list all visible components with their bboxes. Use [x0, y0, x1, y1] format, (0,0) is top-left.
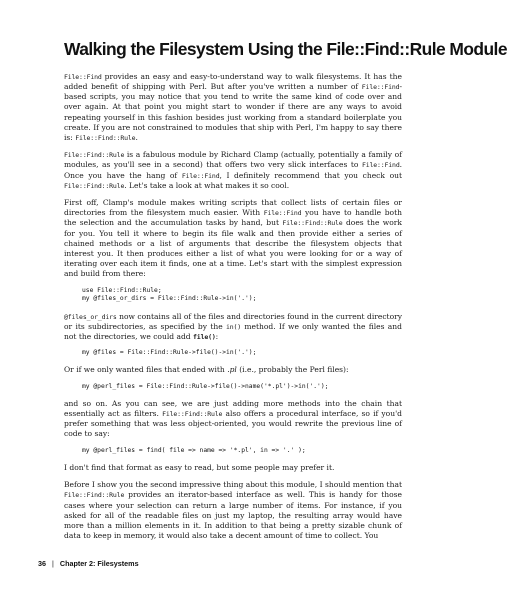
chapter-title: Chapter 2: Filesystems — [59, 559, 139, 568]
inline-code: File::Find::Rule — [282, 219, 343, 228]
paragraph-1: File::Find provides an easy and easy-to-understand way to walk filesystems. It has the added benefit of shipping with Perl. But after you've written a number of File::Find-based scripts, you may notice that you tend to write the same kind of code over and over again. At that point you might start to wonder if there are any ways to avoid repeating yourself in this fashion besides just working from a standard boilerplate you create. If you are not constrained to modules that ship with Perl, I'm happy to say there is: File::Find::Rule. — [64, 72, 402, 142]
paragraph-2: File::Find::Rule is a fabulous module by Richard Clamp (actually, potentially a family of modules, as you'll see in a second) that offers two very slick interfaces to File::Find. Once you have the hang of File::Find, I definitely recommend that you check out File::Find::Rule. Let's take a look at what makes it so cool. — [64, 150, 403, 190]
paragraph-6: and so on. As you can see, we are just adding more methods into the chain that essentially act as filters. File::Find::Rule also offers a procedural interface, so if you'd prefer something that was less object-oriented, you would rewrite the previous line of code to say: — [64, 398, 402, 439]
paragraph-4: @files_or_dirs now contains all of the files and directories found in the current directory or its subdirectories, as specified by the in() method. If we only wanted the files and not the directories, we could add file(): — [64, 311, 402, 341]
inline-code: File::Find — [181, 171, 220, 180]
inline-code: File::Find::Rule — [64, 181, 125, 190]
inline-code: File::Find — [64, 73, 102, 81]
section-heading: Walking the Filesystem Using the File::Find::Rule Module — [64, 39, 507, 59]
inline-code: File::Find — [263, 209, 302, 218]
inline-code: File::Find — [361, 83, 400, 92]
paragraph-7: I don't find that format as easy to read, but some people may prefer it. — [64, 462, 335, 472]
code-example-3: my @perl_files = File::Find::Rule->file()->name('*.pl')->in('.'); — [82, 382, 329, 390]
italic-text: .pl — [227, 365, 237, 375]
code-example-4: my @perl_files = find( file => name => '*.pl', in => '.' ); — [82, 446, 306, 454]
paragraph-3: First off, Clamp's module makes writing scripts that collect lists of certain files or directories from the filesystem much easier. With File::Find you have to handle both the selection and the accumulation tasks by hand, but File::Find::Rule does the work for you. You tell it where to begin its file walk and then provide either a series of chained methods or a list of arguments that describe the filesystem objects that interest you. It then produces either a list of what you were looking for or a way of iterating over each item it finds, one at a time. Let's start with the simplest expression and build from there: — [64, 198, 402, 279]
code-example-1: use File::Find::Rule; my @files_or_dirs = File::Find::Rule->in('.'); — [82, 286, 257, 303]
page-number: 36 — [38, 559, 46, 568]
inline-code: @files_or_dirs — [64, 312, 117, 321]
inline-code: in() — [225, 322, 242, 331]
code-example-2: my @files = File::Find::Rule->file()->in('.'); — [82, 349, 257, 357]
footer-separator: | — [52, 559, 54, 568]
paragraph-5: Or if we only wanted files that ended with .pl (i.e., probably the Perl files): — [64, 365, 349, 375]
inline-code: File::Find::Rule — [75, 133, 136, 142]
page-footer — [38, 559, 418, 568]
paragraph-8: Before I show you the second impressive thing about this module, I should mention that File::Find::Rule provides an iterator-based interface as well. This is handy for those cases where your selection can return a large number of items. For instance, if you asked for all of the readable files on just my laptop, the resulting array would have more than a million elements in it. In addition to that being a pretty sizable chunk of data to keep in memory, it would also take a decent amount of time to collect. You — [64, 480, 402, 541]
inline-code-bold: file() — [193, 332, 216, 341]
inline-code: File::Find::Rule — [162, 410, 223, 419]
inline-code: File::Find — [361, 161, 400, 170]
inline-code: File::Find::Rule — [64, 151, 125, 160]
body-text — [64, 72, 402, 548]
inline-code: File::Find::Rule — [64, 491, 125, 500]
